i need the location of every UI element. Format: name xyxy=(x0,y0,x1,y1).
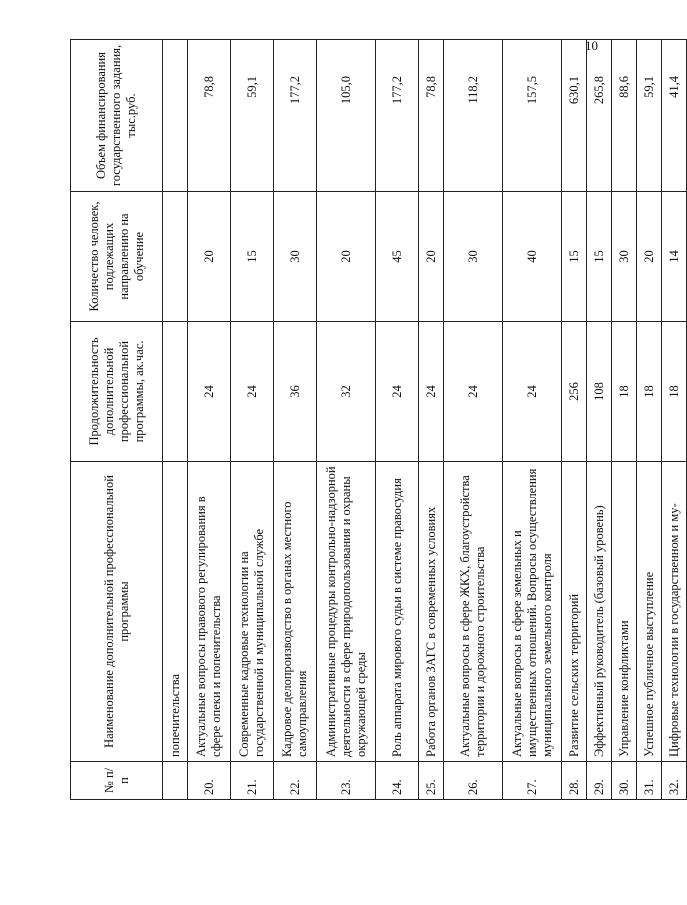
table-row xyxy=(587,40,612,800)
row-count: 40 xyxy=(503,192,562,322)
row-num: 28. xyxy=(562,762,587,800)
row-count: 15 xyxy=(562,192,587,322)
row-duration: 18 xyxy=(637,322,662,462)
row-num: 26. xyxy=(444,762,503,800)
row-funding: 88,6 xyxy=(612,40,637,192)
row-duration: 24 xyxy=(419,322,444,462)
row-num: 20. xyxy=(188,762,231,800)
row-num: 21. xyxy=(231,762,274,800)
row-num: 32. xyxy=(662,762,687,800)
table-row xyxy=(562,40,587,800)
table-header-row xyxy=(71,40,163,800)
row-num: 22. xyxy=(274,762,317,800)
row-num: 24. xyxy=(376,762,419,800)
header-funding: Объем финансирования государственного задания, тыс.руб. xyxy=(71,40,163,192)
row-name: Административные процедуры контрольно-надзорной деятельности в сфере природопользования и охраны окружающей среды xyxy=(317,462,376,762)
row-funding: 105,0 xyxy=(317,40,376,192)
table-wrapper xyxy=(70,40,681,800)
row-num: 27. xyxy=(503,762,562,800)
row-num: 23. xyxy=(317,762,376,800)
row-duration: 24 xyxy=(503,322,562,462)
row-num: 25. xyxy=(419,762,444,800)
row-funding: 59,1 xyxy=(231,40,274,192)
row-num: 31. xyxy=(637,762,662,800)
row-duration: 108 xyxy=(587,322,612,462)
row-duration: 36 xyxy=(274,322,317,462)
header-count: Количество человек, подлежащих направлению на обучение xyxy=(71,192,163,322)
row-num: 30. xyxy=(612,762,637,800)
row-name: Современные кадровые технологии на государственной и муниципальной службе xyxy=(231,462,274,762)
row-funding: 78,8 xyxy=(188,40,231,192)
row-funding: 118,2 xyxy=(444,40,503,192)
header-duration: Продолжительность дополнительной профессиональной программы, ак.час. xyxy=(71,322,163,462)
row-funding: 59,1 xyxy=(637,40,662,192)
row-count: 20 xyxy=(637,192,662,322)
row-funding: 265,8 xyxy=(587,40,612,192)
row-num: 29. xyxy=(587,762,612,800)
table-row xyxy=(503,40,562,800)
table-row xyxy=(637,40,662,800)
page-number: 10 xyxy=(585,38,598,53)
table-row xyxy=(444,40,503,800)
continuation-row xyxy=(163,40,188,800)
row-count: 30 xyxy=(444,192,503,322)
row-name: Актуальные вопросы в сфере ЖКХ, благоустройства территории и дорожного строительства xyxy=(444,462,503,762)
row-duration: 18 xyxy=(662,322,687,462)
programs-table xyxy=(70,39,687,800)
row-name: Успешное публичное выступление xyxy=(637,462,662,762)
table-row xyxy=(612,40,637,800)
row-duration: 24 xyxy=(231,322,274,462)
row-name: Развитие сельских территорий xyxy=(562,462,587,762)
table-row xyxy=(274,40,317,800)
row-count: 30 xyxy=(612,192,637,322)
row-count: 14 xyxy=(662,192,687,322)
row-name: Роль аппарата мирового судьи в системе правосудия xyxy=(376,462,419,762)
row-name: Актуальные вопросы в сфере земельных и имущественных отношений. Вопросы осуществления муниципального земельного контроля xyxy=(503,462,562,762)
row-duration: 18 xyxy=(612,322,637,462)
row-count: 15 xyxy=(231,192,274,322)
table-row xyxy=(662,40,687,800)
table-row xyxy=(231,40,274,800)
row-duration: 256 xyxy=(562,322,587,462)
continuation-name: попечительства xyxy=(163,462,188,762)
row-name: Актуальные вопросы правового регулирования в сфере опеки и попечительства xyxy=(188,462,231,762)
row-name: Управление конфликтами xyxy=(612,462,637,762)
row-funding: 177,2 xyxy=(274,40,317,192)
row-funding: 41,4 xyxy=(662,40,687,192)
row-name: Цифровые технологии в государственном и му- xyxy=(662,462,687,762)
row-count: 30 xyxy=(274,192,317,322)
row-name: Работа органов ЗАГС в современных условиях xyxy=(419,462,444,762)
table-row xyxy=(419,40,444,800)
header-name: Наименование дополнительной профессиональной программы xyxy=(71,462,163,762)
table-row xyxy=(188,40,231,800)
row-funding: 630,1 xyxy=(562,40,587,192)
table-row xyxy=(376,40,419,800)
row-count: 20 xyxy=(317,192,376,322)
row-count: 45 xyxy=(376,192,419,322)
table-row xyxy=(317,40,376,800)
row-funding: 177,2 xyxy=(376,40,419,192)
row-name: Кадровое делопроизводство в органах местного самоуправления xyxy=(274,462,317,762)
row-count: 20 xyxy=(188,192,231,322)
row-funding: 157,5 xyxy=(503,40,562,192)
row-duration: 24 xyxy=(188,322,231,462)
row-name: Эффективный руководитель (базовый уровень) xyxy=(587,462,612,762)
row-count: 15 xyxy=(587,192,612,322)
row-funding: 78,8 xyxy=(419,40,444,192)
row-count: 20 xyxy=(419,192,444,322)
rotated-table-container xyxy=(70,40,681,800)
row-duration: 24 xyxy=(444,322,503,462)
header-num: № п/п xyxy=(71,762,163,800)
row-duration: 32 xyxy=(317,322,376,462)
row-duration: 24 xyxy=(376,322,419,462)
